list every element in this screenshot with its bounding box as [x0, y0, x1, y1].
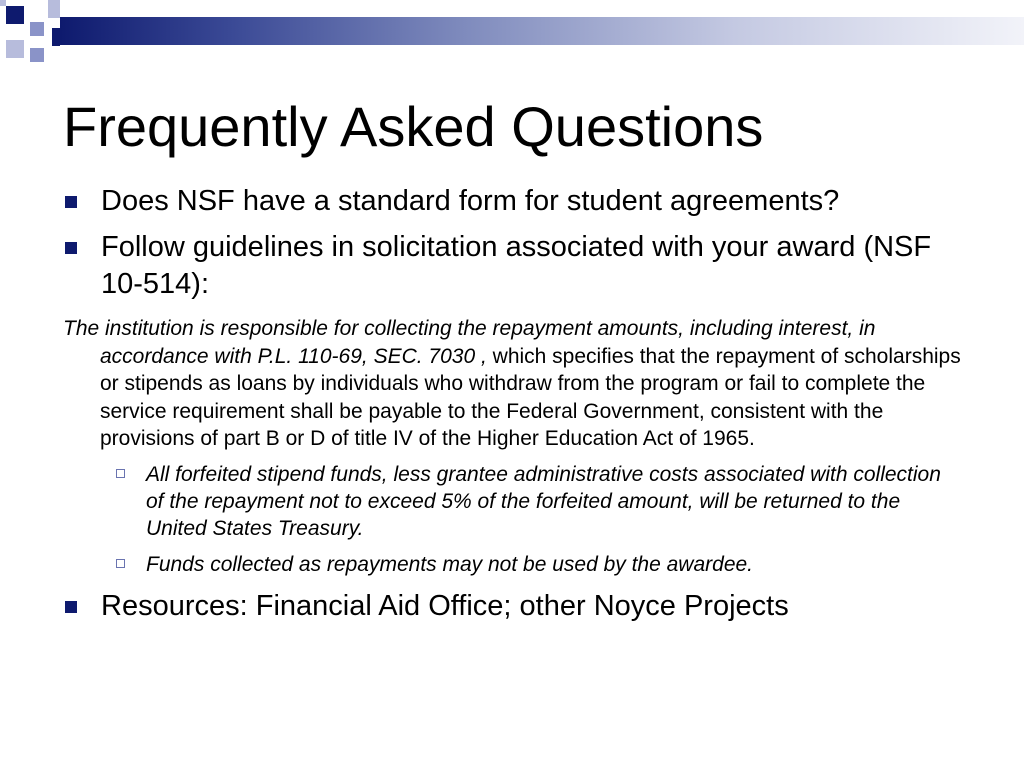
decor-square	[0, 0, 6, 6]
bullet-item	[63, 183, 963, 220]
square-bullet-icon	[65, 601, 77, 613]
slide-title: Frequently Asked Questions	[63, 95, 764, 158]
sub-bullet-item	[63, 551, 963, 578]
decor-square	[52, 28, 60, 46]
resources-text: Resources: Financial Aid Office; other Noyce Projects	[101, 589, 789, 622]
sub-bullet-text: All forfeited stipend funds, less grantee administrative costs associated with collection of the repayment not to exceed 5% of the forfeited amount, will be returned to the United States Treasury.	[146, 462, 941, 540]
decor-square	[30, 48, 44, 62]
header-gradient-band	[60, 17, 1024, 45]
hollow-square-bullet-icon	[116, 469, 125, 478]
paragraph-italic-text: The institution is responsible for collecting the repayment amounts, including interest, in accordance with P.L. 110-69, SEC. 7030 ,	[63, 317, 876, 368]
bullet-item	[63, 588, 963, 625]
bullet-item	[63, 229, 963, 303]
square-bullet-icon	[65, 242, 77, 254]
decor-square	[30, 22, 44, 36]
bullet-text: Follow guidelines in solicitation associated with your award (NSF 10-514):	[101, 231, 932, 300]
slide-content	[63, 183, 963, 634]
guideline-paragraph	[63, 315, 963, 453]
square-bullet-icon	[65, 196, 77, 208]
decor-square	[6, 6, 24, 24]
sub-bullet-item	[63, 461, 963, 542]
decor-square	[48, 0, 60, 18]
bullet-text: Does NSF have a standard form for student agreements?	[101, 185, 840, 217]
decor-square	[6, 40, 24, 58]
paragraph-regular-text: which specifies that the repayment of scholarships or stipends as loans by individuals who withdraw from the program or fail to complete the service requirement shall be payable to the Federal Government, consistent with the provisions of part B or D of title IV of the Higher Education Act of 1965.	[100, 344, 961, 450]
sub-bullet-text: Funds collected as repayments may not be used by the awardee.	[146, 552, 754, 576]
hollow-square-bullet-icon	[116, 559, 125, 568]
